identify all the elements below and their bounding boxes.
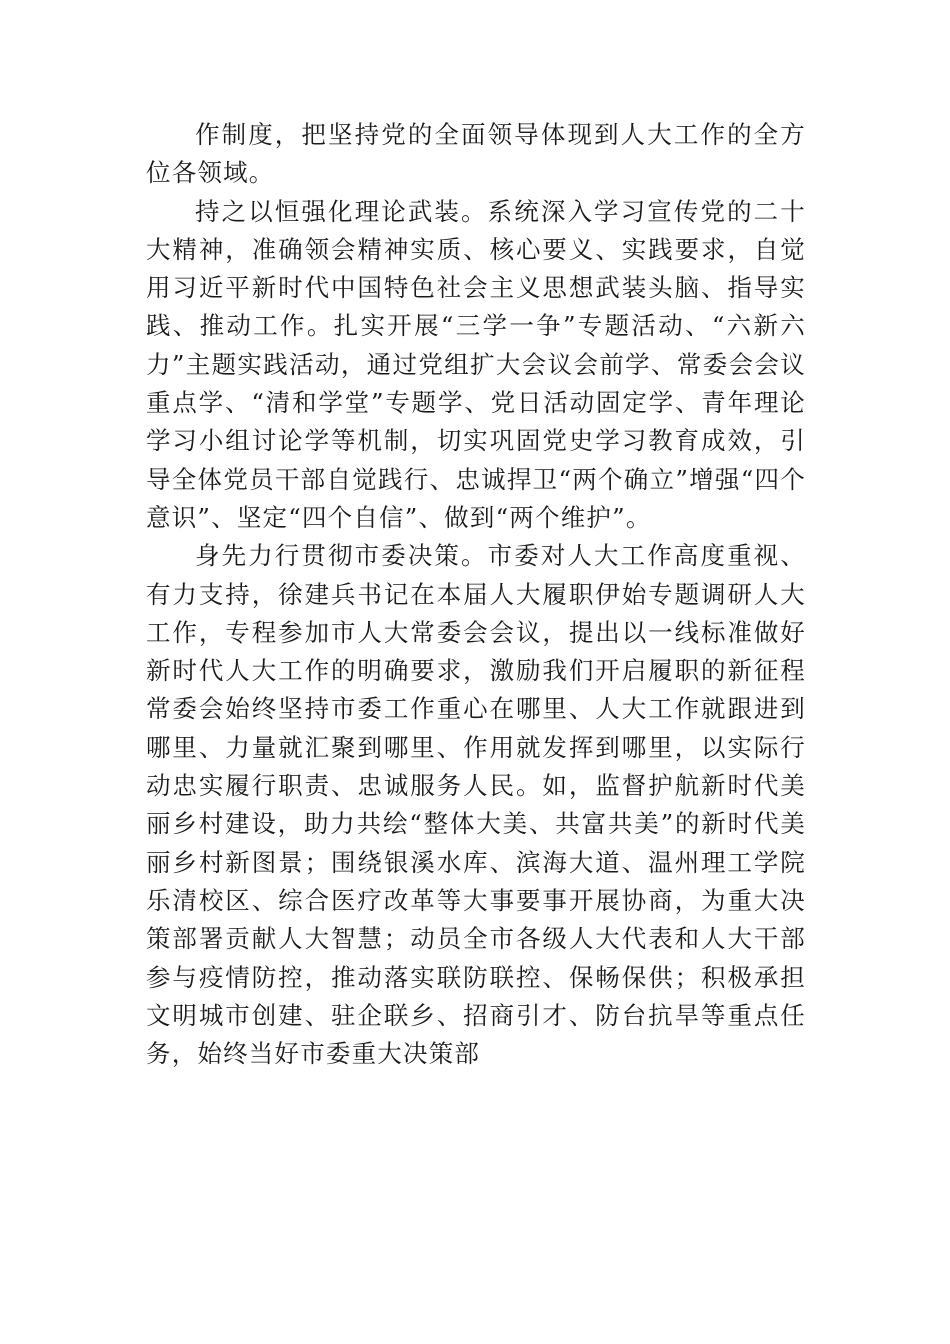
paragraph-2: 持之以恒强化理论武装。系统深入学习宣传党的二十大精神，准确领会精神实质、核心要义、实践要求，自觉用习近平新时代中国特色社会主义思想武装头脑、指导实践、推动工作。扎实开展“三学一争”专题活动、“六新六力”主题实践活动，通过党组扩大会议会前学、常委会会议重点学、“清和学堂”专题学、党日活动固定学、青年理论学习小组讨论学等机制，切实巩固党史学习教育成效，引导全体党员干部自觉践行、忠诚捍卫“两个确立”增强“四个意识”、坚定“四个自信”、做到“两个维护”。 — [146, 196, 806, 532]
document-body — [146, 116, 806, 1073]
paragraph-3: 身先力行贯彻市委决策。市委对人大工作高度重视、有力支持，徐建兵书记在本届人大履职伊始专题调研人大工作，专程参加市人大常委会会议，提出以一线标准做好新时代人大工作的明确要求，激励我们开启履职的新征程常委会始终坚持市委工作重心在哪里、人大工作就跟进到哪里、力量就汇聚到哪里、作用就发挥到哪里，以实际行动忠实履行职责、忠诚服务人民。如，监督护航新时代美丽乡村建设，助力共绘“整体大美、共富共美”的新时代美丽乡村新图景；围绕银溪水库、滨海大道、温州理工学院乐清校区、综合医疗改革等大事要事开展协商，为重大决策部署贡献人大智慧；动员全市各级人大代表和人大干部参与疫情防控，推动落实联防联控、保畅保供；积极承担文明城市创建、驻企联乡、招商引才、防台抗旱等重点任务，始终当好市委重大决策部 — [146, 541, 806, 1069]
paragraph-1: 作制度，把坚持党的全面领导体现到人大工作的全方位各领域。 — [146, 120, 806, 188]
